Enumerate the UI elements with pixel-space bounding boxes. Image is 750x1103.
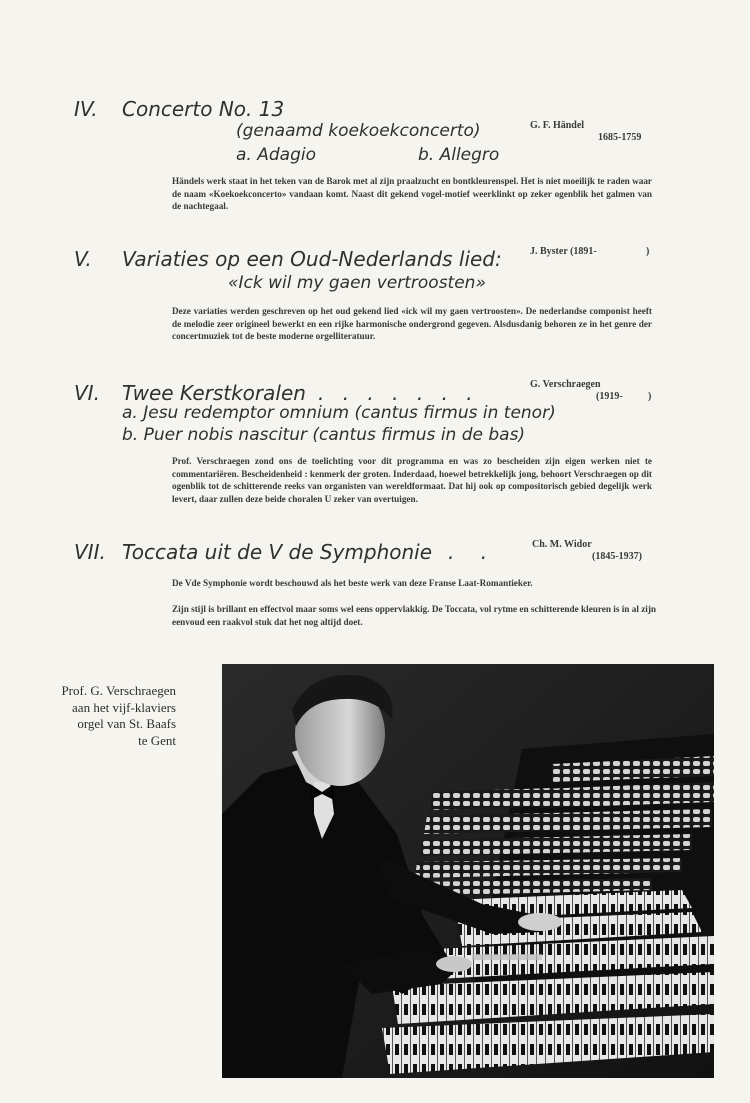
description-vi: Prof. Verschraegen zond ons de toelichting voor dit programma en was zo bescheiden zijn eigen werken niet te commentariëren. Bescheidenheid : kenmerk der groten. Inderdaad, hoewel betrekkelijk jong, behoort Verschraegen op dit ogenblik tot de schitterende reeks van organisten van wereldformaat. Dat hij ook op compositorisch gebied degelijk werk levert, daar zullen deze beide choralen U zeker van overtuigen. <box>172 456 652 504</box>
chorale-b: b. Puer nobis nascitur (cantus firmus in de bas) <box>122 425 526 445</box>
numeral-iv: IV. <box>74 97 98 121</box>
subtitle-iv: (genaamd koekoekconcerto) <box>236 121 481 141</box>
dates-vi: (1919- <box>596 391 623 402</box>
movement-iv-a: a. Adagio <box>236 145 316 165</box>
numeral-vii: VII. <box>74 540 106 564</box>
organist-photo <box>222 664 714 1078</box>
dots-vi: . . . . . . . <box>318 381 479 405</box>
caption-line: aan het vijf-klaviers <box>72 699 176 715</box>
dates-close-vi: ) <box>648 391 652 402</box>
caption-line: te Gent <box>138 732 176 748</box>
composer-v: J. Byster (1891- <box>530 246 597 257</box>
title-v: Variaties op een Oud-Nederlands lied: <box>122 247 502 271</box>
composer-iv: G. F. Händel <box>530 120 585 131</box>
description-v: Deze variaties werden geschreven op het oud gekend lied «ick wil my gaen vertroosten». De nederlandse componist heeft de melodie zeer origineel bewerkt en een rijke harmonische ondergrond gegeven. Alsdusdanig behoren ze in het genre der concertmuziek tot de beste moderne orgelliteratuur. <box>172 306 652 342</box>
movement-iv-b: b. Allegro <box>418 145 500 165</box>
chorale-a: a. Jesu redemptor omnium (cantus firmus in tenor) <box>122 403 556 423</box>
title-iv: Concerto No. 13 <box>122 97 285 121</box>
numeral-vi: VI. <box>74 381 100 405</box>
dots-vii: . . <box>448 540 498 564</box>
composer-vi: G. Verschraegen <box>530 379 601 390</box>
photo-caption <box>61 683 176 749</box>
dates-iv: 1685-1759 <box>598 132 642 143</box>
description-iv: Händels werk staat in het teken van de Barok met al zijn praalzucht en bontkleurenspel. Het is niet moeilijk te raden waar de naam «Koekoekconcerto» vandaan komt. Naast dit gekend vogel-motief weerklinkt op zeker ogenblik het galmen van de nachtegaal. <box>172 176 652 212</box>
description-vii-1: De Vde Symphonie wordt beschouwd als het beste werk van deze Franse Laat-Romantieker. <box>172 578 533 588</box>
title-vii: Toccata uit de V de Symphonie <box>122 540 433 564</box>
caption-line: Prof. G. Verschraegen <box>61 683 176 698</box>
subtitle-v: «Ick wil my gaen vertroosten» <box>228 273 486 293</box>
composer-vii: Ch. M. Widor <box>532 539 592 550</box>
dates-vii: (1845-1937) <box>592 551 642 562</box>
dates-close-v: ) <box>646 246 650 257</box>
description-vii-2: Zijn stijl is brillant en effectvol maar soms wel eens oppervlakkig. De Toccata, vol rytme en schitterende kleuren is in al zijn eenvoud een raakvol stuk dat het nog altijd doet. <box>172 604 656 627</box>
title-vi: Twee Kerstkoralen <box>122 381 306 405</box>
numeral-v: V. <box>74 247 92 271</box>
caption-line: orgel van St. Baafs <box>77 716 176 731</box>
organist-photo-illustration <box>222 664 714 1078</box>
